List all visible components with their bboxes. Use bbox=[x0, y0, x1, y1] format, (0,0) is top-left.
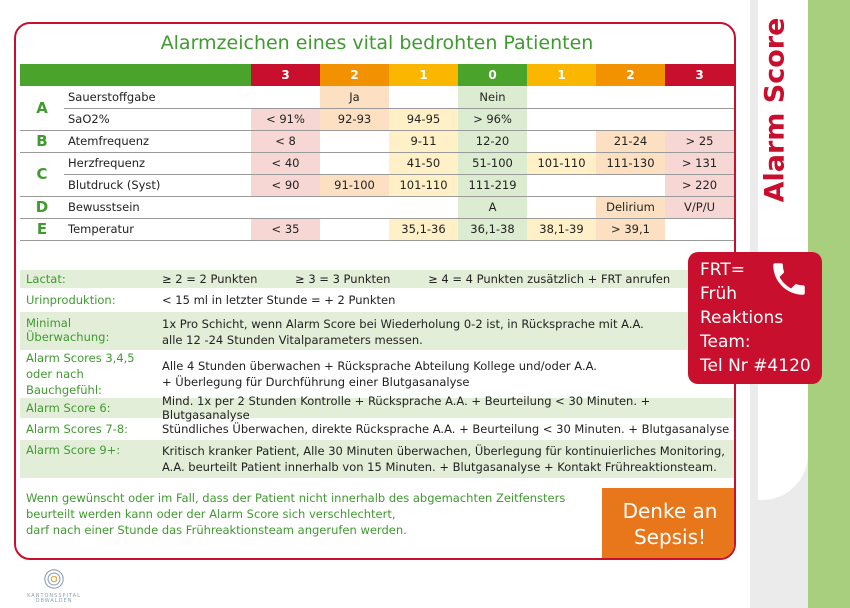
value-cell: 21-24 bbox=[596, 130, 665, 152]
table-row bbox=[20, 86, 734, 108]
value-cell bbox=[389, 196, 458, 218]
value-cell: 41-50 bbox=[389, 152, 458, 174]
section-letter: A bbox=[20, 86, 64, 130]
lactat-row: Lactat: ≥ 2 = 2 Punkten ≥ 3 = 3 Punkten ≥ 4 = 4 Punkten zusätzlich + FRT anrufen bbox=[20, 270, 734, 290]
parameter-label: Herzfrequenz bbox=[64, 152, 251, 174]
score-header-cell: 1 bbox=[389, 64, 458, 86]
value-cell bbox=[596, 86, 665, 108]
value-cell: 51-100 bbox=[458, 152, 527, 174]
table-row bbox=[20, 108, 734, 130]
value-cell bbox=[665, 86, 734, 108]
value-cell bbox=[527, 108, 596, 130]
value-cell bbox=[389, 86, 458, 108]
alarm-instructions bbox=[20, 270, 734, 480]
value-cell: 94-95 bbox=[389, 108, 458, 130]
value-cell bbox=[527, 174, 596, 196]
section-letter: E bbox=[20, 218, 64, 240]
score-header-cell: 3 bbox=[665, 64, 734, 86]
value-cell: > 25 bbox=[665, 130, 734, 152]
value-cell bbox=[527, 130, 596, 152]
parameter-label: Sauerstoffgabe bbox=[64, 86, 251, 108]
score-header-cell: 0 bbox=[458, 64, 527, 86]
score-78-row: Alarm Scores 7-8: Stündliches Überwachen, direkte Rücksprache A.A. + Beurteilung < 30 Minuten. + Blutgasanalyse bbox=[20, 420, 734, 440]
value-cell bbox=[320, 196, 389, 218]
value-cell bbox=[320, 218, 389, 240]
parameter-label: SaO2% bbox=[64, 108, 251, 130]
hospital-logo: KANTONSSPITAL OBWALDEN bbox=[22, 568, 86, 602]
score-6-row: Alarm Score 6: Mind. 1x per 2 Stunden Kontrolle + Rücksprache A.A. + Beurteilung < 30 Minuten. + Blutgasanalyse bbox=[20, 398, 734, 420]
value-cell bbox=[320, 152, 389, 174]
table-row bbox=[20, 174, 734, 196]
value-cell bbox=[251, 86, 320, 108]
section-letter: B bbox=[20, 130, 64, 152]
value-cell: > 131 bbox=[665, 152, 734, 174]
value-cell: 12-20 bbox=[458, 130, 527, 152]
value-cell: < 40 bbox=[251, 152, 320, 174]
value-cell: V/P/U bbox=[665, 196, 734, 218]
card-title: Alarmzeichen eines vital bedrohten Patienten bbox=[160, 32, 594, 54]
value-cell: 111-130 bbox=[596, 152, 665, 174]
value-cell: 101-110 bbox=[527, 152, 596, 174]
side-title: Alarm Score bbox=[759, 17, 791, 203]
table-row bbox=[20, 218, 734, 240]
value-cell: > 39,1 bbox=[596, 218, 665, 240]
value-cell: 101-110 bbox=[389, 174, 458, 196]
table-row bbox=[20, 130, 734, 152]
score-header-cell: 1 bbox=[527, 64, 596, 86]
parameter-label: Temperatur bbox=[64, 218, 251, 240]
value-cell bbox=[320, 130, 389, 152]
vital-signs-table bbox=[20, 64, 734, 241]
alarm-score-card bbox=[14, 22, 736, 560]
footer-note: Wenn gewünscht oder im Fall, dass der Patient nicht innerhalb des abgemachten Zeitfensters beurteilt werden kann oder der Alarm Score sich verschlechtert, darf nach einer Stunde das Frühreaktionsteam angerufen werden. bbox=[26, 491, 566, 537]
score-header-row bbox=[20, 64, 734, 86]
table-row bbox=[20, 196, 734, 218]
value-cell bbox=[596, 174, 665, 196]
value-cell: < 90 bbox=[251, 174, 320, 196]
phone-icon bbox=[768, 258, 810, 300]
section-letter: C bbox=[20, 152, 64, 196]
value-cell: 38,1-39 bbox=[527, 218, 596, 240]
sepsis-reminder: Denke an Sepsis! bbox=[602, 488, 736, 560]
value-cell: 91-100 bbox=[320, 174, 389, 196]
value-cell: < 91% bbox=[251, 108, 320, 130]
value-cell bbox=[527, 196, 596, 218]
section-letter: D bbox=[20, 196, 64, 218]
value-cell bbox=[665, 108, 734, 130]
score-9-row: Alarm Score 9+: Kritisch kranker Patient, Alle 30 Minuten überwachen, Überlegung für kontinuierliches Monitoring, A.A. beurteilt Patient innerhalb von 15 Minuten. + Blutgasanalyse + Kontakt Frühreaktionsteam. bbox=[20, 440, 734, 480]
value-cell: Nein bbox=[458, 86, 527, 108]
urin-row: Urinproduktion: < 15 ml in letzter Stunde = + 2 Punkten bbox=[20, 290, 734, 312]
value-cell: 92-93 bbox=[320, 108, 389, 130]
score-345-row: Alarm Scores 3,4,5 oder nach Bauchgefühl: Alle 4 Stunden überwachen + Rücksprache Abteilung Kollege und/oder A.A. + Überlegung für Durchführung einer Blutgasanalyse bbox=[20, 352, 734, 398]
score-header-cell: 2 bbox=[596, 64, 665, 86]
table-row bbox=[20, 152, 734, 174]
parameter-label: Blutdruck (Syst) bbox=[64, 174, 251, 196]
value-cell: > 220 bbox=[665, 174, 734, 196]
value-cell: < 8 bbox=[251, 130, 320, 152]
value-cell: < 35 bbox=[251, 218, 320, 240]
value-cell bbox=[527, 86, 596, 108]
value-cell: 35,1-36 bbox=[389, 218, 458, 240]
value-cell bbox=[251, 196, 320, 218]
value-cell: A bbox=[458, 196, 527, 218]
value-cell: 36,1-38 bbox=[458, 218, 527, 240]
value-cell bbox=[596, 108, 665, 130]
parameter-label: Bewusstsein bbox=[64, 196, 251, 218]
score-header-cell: 2 bbox=[320, 64, 389, 86]
value-cell: 9-11 bbox=[389, 130, 458, 152]
value-cell: Ja bbox=[320, 86, 389, 108]
value-cell bbox=[665, 218, 734, 240]
logo-icon bbox=[43, 568, 65, 590]
frt-contact-box: FRT= Früh Reaktions Team: Tel Nr #4120 bbox=[688, 252, 822, 384]
parameter-label: Atemfrequenz bbox=[64, 130, 251, 152]
score-header-cell: 3 bbox=[251, 64, 320, 86]
value-cell: > 96% bbox=[458, 108, 527, 130]
value-cell: Delirium bbox=[596, 196, 665, 218]
value-cell: 111-219 bbox=[458, 174, 527, 196]
minimal-row: Minimal Überwachung: 1x Pro Schicht, wenn Alarm Score bei Wiederholung 0-2 ist, in Rücksprache mit A.A. alle 12 -24 Stunden Vitalparameters messen. bbox=[20, 312, 734, 352]
